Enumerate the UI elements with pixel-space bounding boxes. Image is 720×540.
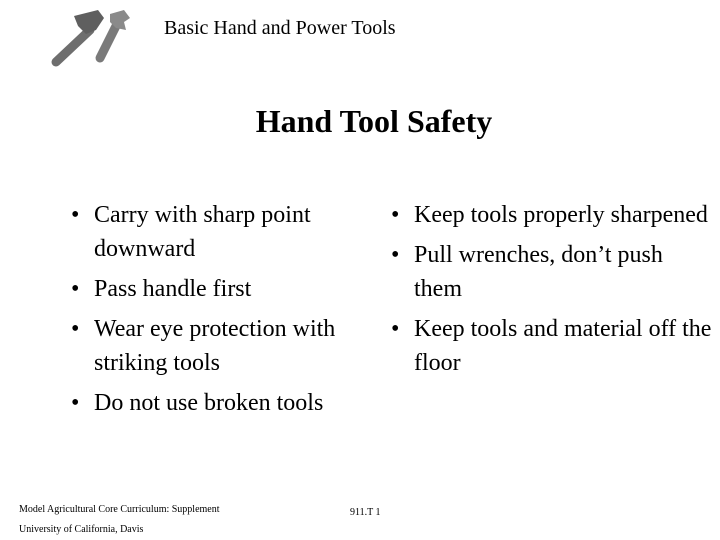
bullet-icon: • [71, 316, 80, 342]
slide-title: Hand Tool Safety [255, 103, 493, 139]
bullet-icon: • [71, 390, 80, 416]
list-item-text: Carry with sharp point downward [94, 202, 311, 262]
bullet-icon: • [391, 316, 400, 342]
list-item [385, 238, 715, 306]
list-item [65, 312, 365, 380]
list-item-text: Do not use broken tools [94, 390, 324, 416]
hammer-wrench-icon [46, 8, 132, 70]
list-item [385, 312, 715, 380]
slide-number: 911.T 1 [350, 507, 381, 518]
list-item-text: Pass handle first [94, 276, 252, 302]
bullet-icon: • [71, 276, 80, 302]
list-item-text: Keep tools and material off the floor [414, 316, 712, 376]
list-item-text: Keep tools properly sharpened [414, 202, 708, 228]
list-item [385, 198, 715, 232]
bullet-icon: • [391, 202, 400, 228]
list-item-text: Wear eye protection with striking tools [94, 316, 336, 376]
footer-university: University of California, Davis [19, 524, 144, 535]
footer-curriculum: Model Agricultural Core Curriculum: Supplement [19, 504, 220, 515]
footer-credits [19, 500, 220, 540]
list-item-text: Pull wrenches, don’t push them [414, 242, 663, 302]
list-item [65, 272, 365, 306]
bullet-icon: • [71, 202, 80, 228]
list-item [65, 386, 365, 420]
right-bullet-list [385, 198, 715, 386]
header-title: Basic Hand and Power Tools [164, 17, 396, 39]
list-item [65, 198, 365, 266]
bullet-icon: • [391, 242, 400, 268]
left-bullet-list [65, 198, 365, 426]
